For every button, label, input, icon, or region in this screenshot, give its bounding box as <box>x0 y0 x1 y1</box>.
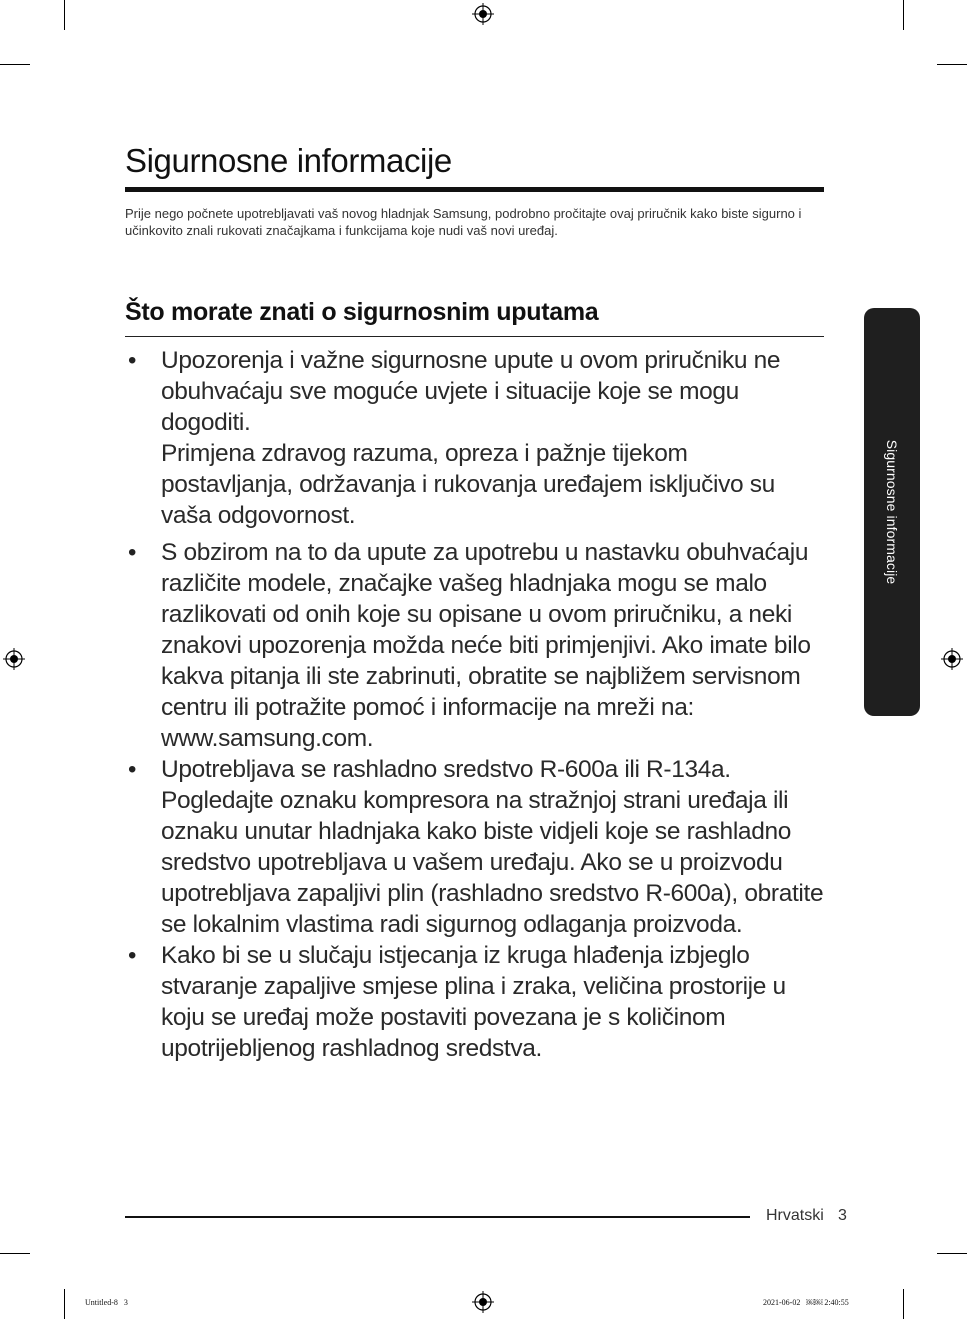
bullet-icon: • <box>127 942 137 969</box>
list-item <box>125 537 825 754</box>
page-number: 3 <box>838 1207 847 1224</box>
crop-mark-bottom-left-horizontal <box>0 1253 30 1254</box>
crop-mark-top-right-vertical <box>903 0 904 30</box>
crop-mark-bottom-right-vertical <box>903 1289 904 1319</box>
bullet-icon: • <box>127 756 137 783</box>
registration-mark-icon <box>3 648 25 670</box>
registration-mark-icon <box>472 3 494 25</box>
registration-mark-icon <box>941 648 963 670</box>
bullet-icon: • <box>127 347 137 374</box>
list-item-text: Primjena zdravog razuma, opreza i pažnje tijekom postavljanja, održavanja i rukovanja uređajem isključivo su vaša odgovornost. <box>161 440 775 529</box>
crop-mark-bottom-right-horizontal <box>937 1253 967 1254</box>
crop-mark-top-right-horizontal <box>937 64 967 65</box>
section-divider <box>125 336 824 337</box>
print-slug-datetime: 2021-06-02 ￼￼ 2:40:55 <box>763 1298 849 1307</box>
print-slug-file: Untitled-8 3 <box>85 1298 128 1307</box>
intro-paragraph: Prije nego počnete upotrebljavati vaš novog hladnjak Samsung, podrobno pročitajte ovaj priručnik kako biste sigurno i učinkovito znali rukovati značajkama i funkcijama koje nudi vaš novi uređaj. <box>125 206 802 238</box>
list-item <box>125 754 825 940</box>
list-item-text: Upotrebljava se rashladno sredstvo R-600a ili R-134a. Pogledajte oznaku kompresora na stražnjoj strani uređaja ili oznaku unutar hladnjaka kako biste vidjeli koje se rashladno sredstvo upotrebljava u vašem uređaju. Ako se u proizvodu upotrebljava zapaljivi plin (rashladno sredstvo R-600a), obratite se lokalnim vlastima radi sigurnog odlaganja proizvoda. <box>161 756 824 938</box>
side-chapter-tab-label: Sigurnosne informacije <box>884 439 900 585</box>
page-title: Sigurnosne informacije <box>125 142 452 179</box>
crop-mark-top-left-horizontal <box>0 64 30 65</box>
footer-language: Hrvatski <box>766 1207 824 1224</box>
list-item-text: Kako bi se u slučaju istjecanja iz kruga hlađenja izbjeglo stvaranje zapaljive smjese plina i zraka, veličina prostorije u koju se uređaj može postaviti povezana je s količinom upotrijebljenog rashladnog sredstva. <box>161 942 786 1062</box>
crop-mark-bottom-left-vertical <box>64 1289 65 1319</box>
title-divider <box>125 187 824 192</box>
list-item <box>125 345 825 531</box>
side-chapter-tab <box>864 308 920 716</box>
safety-bullet-list <box>125 345 825 1064</box>
registration-mark-icon <box>472 1291 494 1313</box>
footer-divider <box>125 1216 750 1218</box>
list-item-text: Upozorenja i važne sigurnosne upute u ovom priručniku ne obuhvaćaju sve moguće uvjete i situacije koje se mogu dogoditi. <box>161 347 781 436</box>
list-item-text: S obzirom na to da upute za upotrebu u nastavku obuhvaćaju različite modele, značajke vašeg hladnjaka mogu se malo razlikovati od onih koje su opisane u ovom priručniku, a neki znakovi upozorenja možda neće biti primjenjivi. Ako imate bilo kakva pitanja ili ste zabrinuti, obratite se najbližem servisnom centru ili potražite pomoć i informacije na mreži na: www.samsung.com. <box>161 539 811 752</box>
crop-mark-top-left-vertical <box>64 0 65 30</box>
list-item <box>125 940 825 1064</box>
bullet-icon: • <box>127 539 137 566</box>
section-heading: Što morate znati o sigurnosnim uputama <box>125 298 599 326</box>
